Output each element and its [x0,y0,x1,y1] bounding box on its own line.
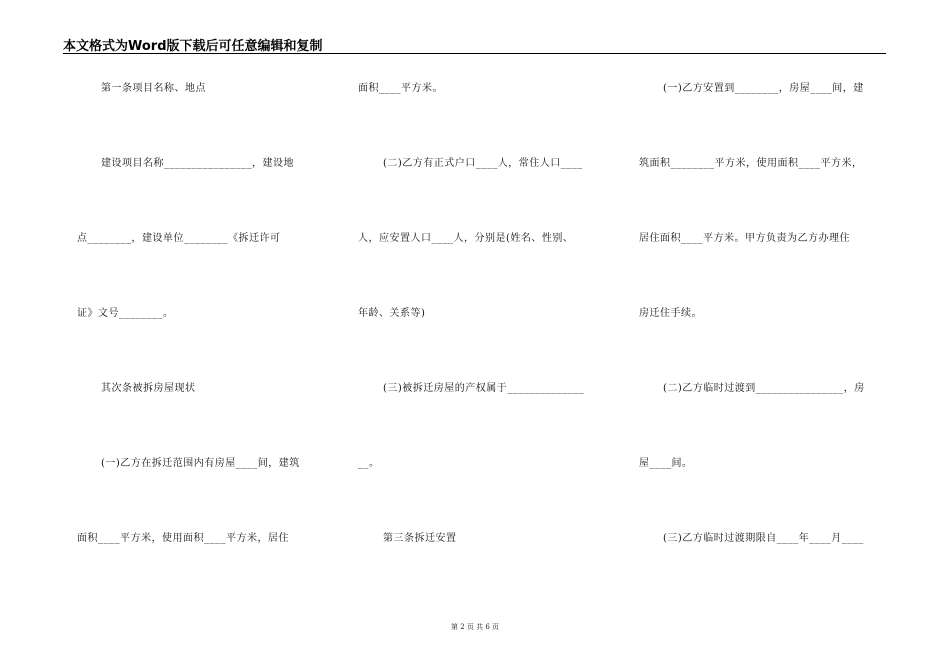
text-line: __。 [358,458,380,469]
text-line: 证》文号________。 [77,308,174,319]
document-header-title: 本文格式为Word版下载后可任意编辑和复制 [63,39,323,54]
text-line: 点________，建设单位________《拆迁许可 [77,233,281,244]
text-line: 年龄、关系等) [358,308,426,319]
text-line: 筑面积________平方米，使用面积____平方米， [639,158,863,169]
text-line: (三)被拆迁房屋的产权属于______________ [383,383,585,394]
text-line: (二)乙方有正式户口____人，常住人口____ [383,158,583,169]
text-line: 第三条拆迁安置 [383,533,457,544]
header-divider [63,53,886,54]
text-line: 第一条项目名称、地点 [101,83,206,94]
text-line: 房迁住手续。 [639,308,702,319]
text-line: 建设项目名称________________，建设地 [101,158,294,169]
text-line: 面积____平方米。 [358,83,443,94]
text-line: 其次条被拆房屋现状 [101,383,196,394]
text-line: (二)乙方临时过渡到________________，房 [663,383,865,394]
page-number: 第 2 页 共 6 页 [450,623,500,631]
text-line: 面积____平方米，使用面积____平方米，居住 [77,533,289,544]
text-line: (一)乙方安置到________，房屋____间，建 [663,83,864,94]
text-line: 人，应安置人口____人，分别是(姓名、性别、 [358,233,574,244]
text-line: (一)乙方在拆迁范围内有房屋____间，建筑 [101,458,300,469]
text-line: 屋____间。 [639,458,693,469]
text-line: 居住面积____平方米。甲方负责为乙方办理住 [639,233,850,244]
text-line: (三)乙方临时过渡期限自____年____月____ [663,533,864,544]
